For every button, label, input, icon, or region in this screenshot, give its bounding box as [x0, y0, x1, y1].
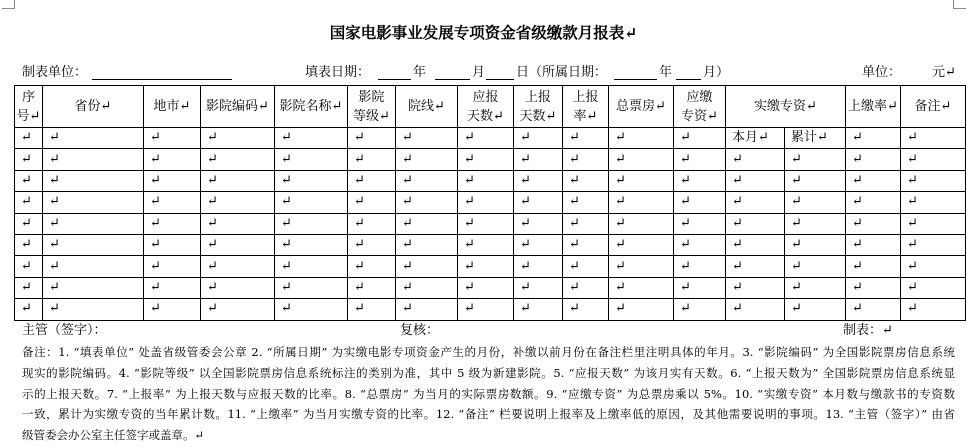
- table-cell[interactable]: ↵: [674, 213, 726, 234]
- table-row: [15, 234, 966, 255]
- table-cell[interactable]: ↵: [43, 299, 144, 320]
- table-cell[interactable]: ↵: [846, 234, 901, 255]
- table-cell[interactable]: ↵: [458, 128, 514, 149]
- table-cell[interactable]: ↵: [43, 149, 144, 170]
- table-cell[interactable]: ↵: [563, 234, 609, 255]
- table-row: [15, 192, 966, 213]
- table-cell[interactable]: ↵: [901, 170, 966, 191]
- header-cinema-chain: 院线↵: [396, 86, 458, 128]
- table-cell[interactable]: ↵: [609, 299, 674, 320]
- header-cinema-name: 影院名称↵: [275, 86, 348, 128]
- table-cell[interactable]: ↵: [514, 234, 563, 255]
- table-cell[interactable]: ↵: [458, 170, 514, 191]
- table-cell[interactable]: ↵: [458, 299, 514, 320]
- table-cell[interactable]: ↵: [458, 277, 514, 298]
- table-cell[interactable]: ↵: [396, 213, 458, 234]
- table-header: [15, 86, 966, 128]
- report-info-line: [0, 64, 967, 82]
- table-cell[interactable]: ↵: [43, 256, 144, 277]
- table-cell[interactable]: ↵: [348, 277, 396, 298]
- table-cell[interactable]: ↵: [901, 192, 966, 213]
- notes-line: 级管委会办公室主任签字或盖章。↵: [22, 428, 205, 443]
- notes-line: 示的上报天数。7. “上报率” 为上报天数与应报天数的比率。8. “总票房” 为当月的实际票房数额。9. “应缴专资” 为总票房乘以 5%。10. “实缴专资” 本月数与缴款书的专资数: [22, 386, 955, 401]
- table-cell[interactable]: ↵: [201, 256, 275, 277]
- table-cell[interactable]: ↵: [458, 149, 514, 170]
- table-cell[interactable]: ↵: [201, 213, 275, 234]
- table-cell[interactable]: ↵: [563, 213, 609, 234]
- table-cell[interactable]: ↵: [901, 256, 966, 277]
- table-cell[interactable]: ↵: [15, 256, 43, 277]
- report-table: [14, 85, 966, 321]
- notes-paragraph: [22, 342, 955, 446]
- header-serial-number: 序 号↵: [15, 86, 43, 128]
- table-cell[interactable]: ↵: [514, 299, 563, 320]
- table-cell[interactable]: ↵: [726, 149, 785, 170]
- table-cell[interactable]: ↵: [514, 149, 563, 170]
- period-month-label: 月）: [703, 65, 730, 80]
- subheader-this-month: 本月↵: [726, 128, 785, 149]
- table-cell[interactable]: ↵: [396, 128, 458, 149]
- table-cell[interactable]: ↵: [15, 277, 43, 298]
- table-cell[interactable]: ↵: [609, 234, 674, 255]
- table-cell[interactable]: ↵: [514, 277, 563, 298]
- table-cell[interactable]: ↵: [348, 256, 396, 277]
- header-report-rate: 上报 率↵: [563, 86, 609, 128]
- table-cell[interactable]: ↵: [726, 213, 785, 234]
- table-cell[interactable]: ↵: [901, 149, 966, 170]
- table-cell[interactable]: ↵: [563, 192, 609, 213]
- table-cell[interactable]: ↵: [201, 170, 275, 191]
- table-cell[interactable]: ↵: [43, 277, 144, 298]
- table-cell[interactable]: ↵: [396, 256, 458, 277]
- table-cell[interactable]: ↵: [563, 149, 609, 170]
- day-and-period-label: 日（所属日期：: [516, 65, 608, 80]
- header-remittance-rate: 上缴率↵: [846, 86, 901, 128]
- header-cinema-grade: 影院 等级↵: [348, 86, 396, 128]
- header-cinema-code: 影院编码↵: [201, 86, 275, 128]
- table-cell[interactable]: ↵: [609, 170, 674, 191]
- table-cell[interactable]: ↵: [674, 149, 726, 170]
- table-cell[interactable]: ↵: [396, 170, 458, 191]
- table-cell[interactable]: ↵: [514, 256, 563, 277]
- table-cell[interactable]: ↵: [15, 128, 43, 149]
- prepared-by-unit-field[interactable]: [92, 64, 232, 80]
- page-corner-mark-top-right: [953, 0, 966, 9]
- table-cell[interactable]: ↵: [201, 149, 275, 170]
- table-cell[interactable]: ↵: [43, 170, 144, 191]
- table-cell[interactable]: ↵: [514, 192, 563, 213]
- header-fund-paid: 实缴专资↵: [726, 86, 846, 128]
- table-cell[interactable]: ↵: [201, 192, 275, 213]
- table-cell[interactable]: ↵: [514, 213, 563, 234]
- header-province: 省份↵: [43, 86, 144, 128]
- table-cell[interactable]: ↵: [726, 170, 785, 191]
- table-cell[interactable]: ↵: [674, 256, 726, 277]
- notes-line: 备注：1. “填表单位” 处盖省级管委会公章 2. “所属日期” 为实缴电影专项资金产生的月份，补缴以前月份在备注栏里注明具体的年月。3. “影院编码” 为全国影院票房信息系统: [22, 345, 955, 359]
- table-body: [15, 128, 966, 321]
- subheader-cumulative: 累计↵: [785, 128, 846, 149]
- table-cell[interactable]: ↵: [726, 277, 785, 298]
- table-cell[interactable]: ↵: [15, 149, 43, 170]
- table-cell[interactable]: ↵: [514, 128, 563, 149]
- table-cell[interactable]: ↵: [458, 256, 514, 277]
- table-cell[interactable]: ↵: [785, 299, 846, 320]
- header-remarks: 备注↵: [901, 86, 966, 128]
- table-cell[interactable]: ↵: [348, 170, 396, 191]
- table-cell[interactable]: ↵: [348, 128, 396, 149]
- table-cell[interactable]: ↵: [43, 128, 144, 149]
- table-cell[interactable]: ↵: [785, 256, 846, 277]
- table-cell[interactable]: ↵: [846, 192, 901, 213]
- table-cell[interactable]: ↵: [15, 192, 43, 213]
- table-cell[interactable]: ↵: [563, 299, 609, 320]
- table-cell[interactable]: ↵: [201, 277, 275, 298]
- table-cell[interactable]: ↵: [348, 149, 396, 170]
- page-corner-mark-top-left: [2, 0, 15, 9]
- table-row: [15, 256, 966, 277]
- table-cell[interactable]: ↵: [609, 192, 674, 213]
- currency-unit-value: 元↵: [932, 65, 956, 80]
- table-cell[interactable]: ↵: [275, 192, 348, 213]
- reviewer-label: 复核：: [400, 323, 440, 338]
- fill-month-label: 月: [472, 65, 486, 80]
- period-year-field[interactable]: [614, 64, 657, 80]
- table-cell[interactable]: ↵: [201, 128, 275, 149]
- table-cell[interactable]: ↵: [785, 192, 846, 213]
- notes-line: 现实的影院编码。4. “影院等级” 以全国影院票房信息系统标注的类别为准，其中 5 级为新建影院。5. “应报天数” 为该月实有天数。6. “上报天数为” 全国影院票房信息系统显: [22, 365, 955, 380]
- table-row: [15, 170, 966, 191]
- table-header-row: [15, 86, 966, 128]
- table-cell[interactable]: ↵: [43, 213, 144, 234]
- header-fund-due: 应缴 专资↵: [674, 86, 726, 128]
- table-cell[interactable]: ↵: [144, 192, 201, 213]
- period-year-label: 年: [659, 65, 673, 80]
- table-cell[interactable]: ↵: [15, 170, 43, 191]
- table-cell[interactable]: ↵: [563, 128, 609, 149]
- table-cell[interactable]: ↵: [144, 128, 201, 149]
- table-cell[interactable]: ↵: [674, 128, 726, 149]
- table-cell[interactable]: ↵: [846, 170, 901, 191]
- table-cell[interactable]: ↵: [396, 277, 458, 298]
- table-cell[interactable]: ↵: [15, 299, 43, 320]
- table-cell[interactable]: ↵: [396, 149, 458, 170]
- table-cell[interactable]: ↵: [846, 277, 901, 298]
- currency-unit-label: 单位：: [862, 65, 902, 80]
- table-cell[interactable]: ↵: [726, 256, 785, 277]
- table-cell[interactable]: ↵: [674, 234, 726, 255]
- table-cell[interactable]: ↵: [144, 213, 201, 234]
- table-row: [15, 277, 966, 298]
- table-cell[interactable]: ↵: [275, 234, 348, 255]
- header-days-reported: 上报 天数↵: [514, 86, 563, 128]
- table-cell[interactable]: ↵: [144, 234, 201, 255]
- table-cell[interactable]: ↵: [396, 299, 458, 320]
- fill-year-field[interactable]: [378, 64, 411, 80]
- table-cell[interactable]: ↵: [901, 234, 966, 255]
- table-cell[interactable]: ↵: [458, 213, 514, 234]
- table-cell[interactable]: ↵: [275, 170, 348, 191]
- notes-line: 一致，累计为实缴专资的当年累计数。11. “上缴率” 为当月实缴专资的比率。12. “备注” 栏要说明上报率及上缴率低的原因，及其他需要说明的事项。13. “主管（签字）” 由省: [22, 407, 955, 422]
- table-cell[interactable]: ↵: [275, 277, 348, 298]
- table-cell[interactable]: ↵: [563, 256, 609, 277]
- table-subheader-row: [15, 128, 966, 149]
- table-cell[interactable]: ↵: [901, 213, 966, 234]
- fill-month-field[interactable]: [435, 64, 470, 80]
- table-cell[interactable]: ↵: [785, 149, 846, 170]
- table-cell[interactable]: ↵: [348, 234, 396, 255]
- table-cell[interactable]: ↵: [275, 149, 348, 170]
- table-cell[interactable]: ↵: [609, 128, 674, 149]
- table-cell[interactable]: ↵: [609, 256, 674, 277]
- period-month-field[interactable]: [676, 64, 701, 80]
- table-cell[interactable]: ↵: [846, 149, 901, 170]
- table-cell[interactable]: ↵: [396, 192, 458, 213]
- table-cell[interactable]: ↵: [674, 192, 726, 213]
- table-cell[interactable]: ↵: [144, 149, 201, 170]
- table-cell[interactable]: ↵: [901, 128, 966, 149]
- table-cell[interactable]: ↵: [144, 299, 201, 320]
- table-cell[interactable]: ↵: [609, 149, 674, 170]
- table-row: [15, 299, 966, 320]
- table-cell[interactable]: ↵: [275, 299, 348, 320]
- table-cell[interactable]: ↵: [785, 277, 846, 298]
- table-cell[interactable]: ↵: [726, 299, 785, 320]
- table-cell[interactable]: ↵: [901, 277, 966, 298]
- table-cell[interactable]: ↵: [901, 299, 966, 320]
- table-cell[interactable]: ↵: [43, 192, 144, 213]
- table-cell[interactable]: ↵: [514, 170, 563, 191]
- table-cell[interactable]: ↵: [458, 234, 514, 255]
- table-cell[interactable]: ↵: [348, 192, 396, 213]
- table-cell[interactable]: ↵: [609, 213, 674, 234]
- table-cell[interactable]: ↵: [348, 299, 396, 320]
- table-cell[interactable]: ↵: [15, 234, 43, 255]
- table-cell[interactable]: ↵: [563, 277, 609, 298]
- header-city: 地市↵: [144, 86, 201, 128]
- table-cell[interactable]: ↵: [144, 170, 201, 191]
- table-cell[interactable]: ↵: [674, 299, 726, 320]
- table-cell[interactable]: ↵: [275, 128, 348, 149]
- fill-day-field[interactable]: [486, 64, 514, 80]
- fill-date-label: 填表日期：: [305, 65, 371, 80]
- table-cell[interactable]: ↵: [144, 277, 201, 298]
- table-cell[interactable]: ↵: [201, 299, 275, 320]
- table-cell[interactable]: ↵: [726, 192, 785, 213]
- table-cell[interactable]: ↵: [458, 192, 514, 213]
- table-cell[interactable]: ↵: [846, 256, 901, 277]
- table-cell[interactable]: ↵: [726, 234, 785, 255]
- table-row: [15, 149, 966, 170]
- table-cell[interactable]: ↵: [275, 213, 348, 234]
- preparer-label: 制表：↵: [843, 323, 893, 338]
- table-cell[interactable]: ↵: [144, 256, 201, 277]
- table-cell[interactable]: ↵: [396, 234, 458, 255]
- table-cell[interactable]: ↵: [846, 128, 901, 149]
- table-cell[interactable]: ↵: [15, 213, 43, 234]
- prepared-by-unit-label: 制表单位：: [22, 65, 88, 80]
- table-cell[interactable]: ↵: [785, 213, 846, 234]
- table-cell[interactable]: ↵: [846, 213, 901, 234]
- table-cell[interactable]: ↵: [785, 234, 846, 255]
- supervisor-signature-label: 主管（签字）：: [22, 323, 107, 338]
- table-row: [15, 213, 966, 234]
- header-days-due: 应报 天数↵: [458, 86, 514, 128]
- fill-year-label: 年: [413, 65, 427, 80]
- table-cell[interactable]: ↵: [785, 170, 846, 191]
- table-cell[interactable]: ↵: [43, 234, 144, 255]
- table-cell[interactable]: ↵: [674, 170, 726, 191]
- table-cell[interactable]: ↵: [563, 170, 609, 191]
- header-total-box-office: 总票房↵: [609, 86, 674, 128]
- document-title: 国家电影事业发展专项资金省级缴款月报表↵: [329, 23, 638, 42]
- table-cell[interactable]: ↵: [846, 299, 901, 320]
- table-cell[interactable]: ↵: [348, 213, 396, 234]
- table-cell[interactable]: ↵: [201, 234, 275, 255]
- table-cell[interactable]: ↵: [674, 277, 726, 298]
- table-cell[interactable]: ↵: [609, 277, 674, 298]
- table-cell[interactable]: ↵: [275, 256, 348, 277]
